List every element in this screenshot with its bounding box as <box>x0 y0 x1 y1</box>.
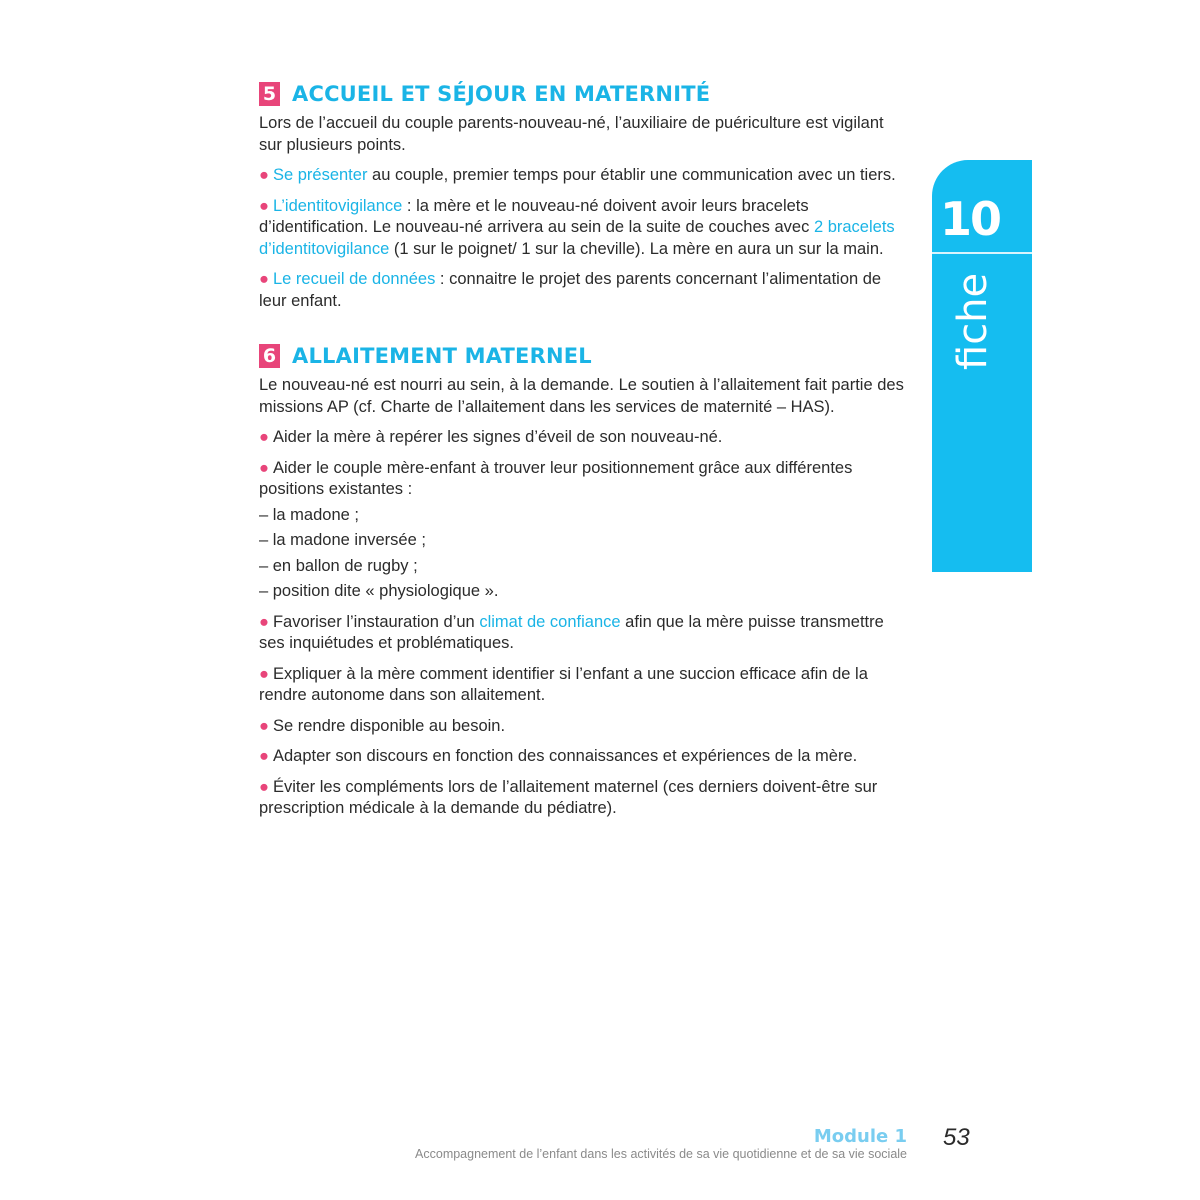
section-title: ACCUEIL ET SÉJOUR EN MATERNITÉ <box>292 82 711 106</box>
position-item: – la madone inversée ; <box>259 531 426 549</box>
list-item <box>259 165 904 187</box>
position-item: – position dite « physiologique ». <box>259 582 499 600</box>
item-text: : la mère et le nouveau-né doivent avoir leurs bracelets d’identification. Le nouveau-né arrivera au sein de la suite de couches avec <box>259 196 814 236</box>
bullet-icon: ● <box>259 612 269 631</box>
item-text: au couple, premier temps pour établir une communication avec un tiers. <box>367 166 896 184</box>
section-6-heading <box>259 344 904 368</box>
list-item <box>259 777 904 820</box>
footer-module: Module 1 <box>813 1126 907 1147</box>
item-text: afin que la mère puisse transmettre ses inquiétudes et problématiques. <box>259 612 884 652</box>
section-number: 6 <box>259 344 280 368</box>
highlight-text: 2 bracelets d’identitovigilance <box>259 218 895 258</box>
item-text: Favoriser l’instauration d’un <box>272 612 480 631</box>
item-text: Aider la mère à repérer les signes d’éveil de son nouveau-né. <box>272 428 723 446</box>
bullet-icon: ● <box>259 428 269 446</box>
bullet-icon: ● <box>259 196 269 215</box>
list-item <box>259 269 904 312</box>
section-number: 5 <box>259 82 280 106</box>
highlight-text: Se présenter <box>272 166 368 184</box>
bullet-icon: ● <box>259 166 269 184</box>
list-item <box>259 664 904 707</box>
bullet-icon: ● <box>259 716 269 735</box>
bullet-icon: ● <box>259 664 269 683</box>
position-item: – la madone ; <box>259 505 359 524</box>
tab-divider <box>932 252 1032 254</box>
footer-subtitle: Accompagnement de l’enfant dans les activités de sa vie quotidienne et de sa vie sociale <box>415 1147 907 1161</box>
list-item <box>259 196 904 261</box>
highlight-text: L’identitovigilance <box>272 196 403 215</box>
page-content <box>259 82 904 829</box>
highlight-text: Le recueil de données <box>272 270 436 288</box>
highlight-text: climat de confiance <box>479 612 621 631</box>
section-intro: Lors de l’accueil du couple parents-nouveau-né, l’auxiliaire de puériculture est vigilant sur plusieurs points. <box>259 114 884 154</box>
bullet-icon: ● <box>259 270 269 288</box>
position-item: – en ballon de rugby ; <box>259 556 418 575</box>
section-title: ALLAITEMENT MATERNEL <box>292 344 592 368</box>
list-item <box>259 427 904 449</box>
section-5-heading <box>259 82 904 106</box>
list-item <box>259 716 904 738</box>
bullet-icon: ● <box>259 458 269 477</box>
bullet-icon: ● <box>259 777 269 796</box>
list-item <box>259 746 904 768</box>
bullet-icon: ● <box>259 747 269 765</box>
page-number: 53 <box>943 1124 970 1151</box>
fiche-tab <box>932 160 1032 572</box>
item-text: (1 sur le poignet/ 1 sur la cheville). La mère en aura un sur la main. <box>389 239 884 258</box>
item-text: Adapter son discours en fonction des connaissances et expériences de la mère. <box>272 747 858 765</box>
fiche-label: fiche <box>950 272 996 370</box>
list-item <box>259 612 904 655</box>
list-item <box>259 458 904 501</box>
item-text: Aider le couple mère-enfant à trouver leur positionnement grâce aux différentes positions existantes : <box>259 458 853 498</box>
fiche-number: 10 <box>939 192 1000 246</box>
item-text: Éviter les compléments lors de l’allaitement maternel (ces derniers doivent-être sur prescription médicale à la demande du pédiatre). <box>259 777 878 817</box>
item-text: Expliquer à la mère comment identifier si l’enfant a une succion efficace afin de la rendre autonome dans son allaitement. <box>259 664 868 704</box>
item-text: : connaitre le projet des parents concernant l’alimentation de leur enfant. <box>259 270 882 310</box>
section-intro: Le nouveau-né est nourri au sein, à la demande. Le soutien à l’allaitement fait partie des missions AP (cf. Charte de l’allaitement dans les services de maternité – HAS). <box>259 376 904 416</box>
item-text: Se rendre disponible au besoin. <box>272 716 506 735</box>
